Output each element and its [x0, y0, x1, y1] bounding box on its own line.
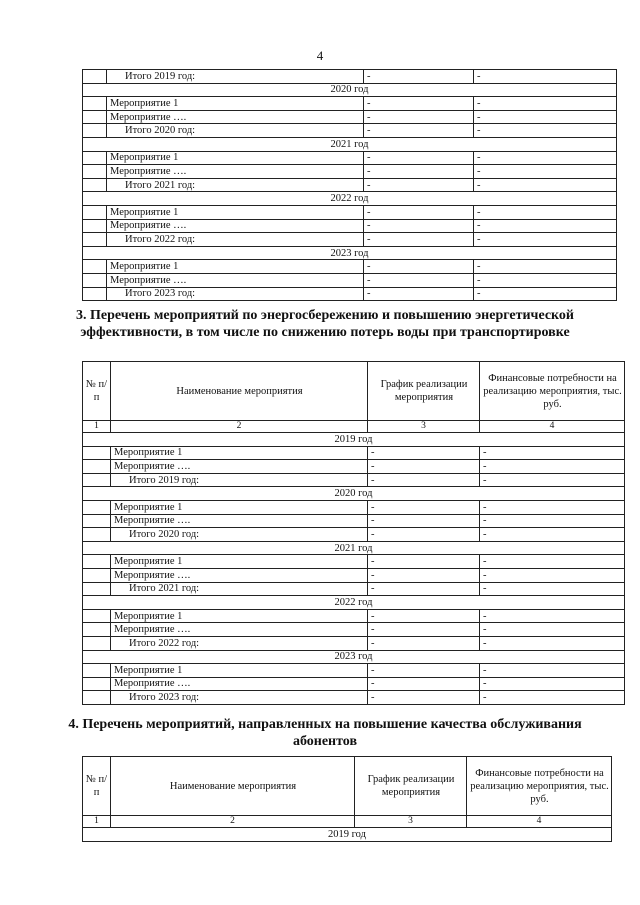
finance-cell: -	[480, 473, 625, 487]
finance-cell: -	[474, 178, 617, 192]
header-num: № п/п	[83, 362, 111, 421]
finance-cell: -	[474, 233, 617, 247]
year-label: 2019 год	[83, 433, 625, 447]
table-row	[83, 165, 617, 179]
schedule-cell: -	[364, 97, 474, 111]
table-row	[83, 500, 625, 514]
schedule-cell: -	[368, 568, 480, 582]
row-number-cell	[83, 165, 107, 179]
measure-name: Мероприятие 1	[111, 446, 368, 460]
schedule-cell: -	[364, 260, 474, 274]
schedule-cell: -	[364, 178, 474, 192]
year-row	[83, 137, 617, 151]
schedule-cell: -	[368, 664, 480, 678]
row-number-cell	[83, 460, 111, 474]
schedule-cell: -	[368, 677, 480, 691]
finance-cell: -	[474, 273, 617, 287]
year-label: 2020 год	[83, 487, 625, 501]
row-number-cell	[83, 97, 107, 111]
schedule-cell: -	[364, 165, 474, 179]
row-number-cell	[83, 528, 111, 542]
schedule-cell: -	[364, 233, 474, 247]
col-number: 2	[111, 421, 368, 433]
row-number-cell	[83, 233, 107, 247]
table-row	[83, 664, 625, 678]
finance-cell: -	[480, 514, 625, 528]
table-row	[83, 677, 625, 691]
measure-name: Мероприятие 1	[111, 555, 368, 569]
row-number-cell	[83, 205, 107, 219]
section-3-table	[82, 361, 625, 705]
schedule-cell: -	[368, 582, 480, 596]
row-number-cell	[83, 473, 111, 487]
year-label: 2020 год	[83, 83, 617, 97]
measure-name: Мероприятие 1	[107, 260, 364, 274]
row-number-cell	[83, 623, 111, 637]
schedule-cell: -	[368, 514, 480, 528]
table-row	[83, 609, 625, 623]
year-label: 2022 год	[83, 596, 625, 610]
total-row	[83, 582, 625, 596]
row-number-cell	[83, 273, 107, 287]
total-row	[83, 691, 625, 705]
year-row	[83, 433, 625, 447]
schedule-cell: -	[364, 219, 474, 233]
col-number: 4	[480, 421, 625, 433]
table-row	[83, 273, 617, 287]
schedule-cell: -	[364, 124, 474, 138]
measure-name: Мероприятие 1	[107, 205, 364, 219]
finance-cell: -	[480, 609, 625, 623]
total-label: Итого 2021 год:	[107, 178, 364, 192]
row-number-cell	[83, 555, 111, 569]
finance-cell: -	[474, 219, 617, 233]
finance-cell: -	[474, 124, 617, 138]
total-row	[83, 636, 625, 650]
schedule-cell: -	[364, 287, 474, 301]
finance-cell: -	[480, 555, 625, 569]
measure-name: Мероприятие ….	[111, 514, 368, 528]
total-row	[83, 233, 617, 247]
year-label: 2023 год	[83, 650, 625, 664]
year-row	[83, 83, 617, 97]
header-finance: Финансовые потребности на реализацию мероприятия, тыс. руб.	[480, 362, 625, 421]
table-row	[83, 514, 625, 528]
row-number-cell	[83, 110, 107, 124]
total-row	[83, 178, 617, 192]
finance-cell: -	[480, 691, 625, 705]
total-label: Итого 2020 год:	[107, 124, 364, 138]
measure-name: Мероприятие ….	[111, 460, 368, 474]
header-schedule: График реализации мероприятия	[355, 757, 467, 816]
col-number: 4	[467, 816, 612, 828]
measure-name: Мероприятие ….	[111, 568, 368, 582]
finance-cell: -	[474, 97, 617, 111]
schedule-cell: -	[364, 110, 474, 124]
total-label: Итого 2023 год:	[111, 691, 368, 705]
row-number-cell	[83, 514, 111, 528]
finance-cell: -	[480, 636, 625, 650]
row-number-cell	[83, 151, 107, 165]
finance-cell: -	[474, 205, 617, 219]
finance-cell: -	[474, 165, 617, 179]
finance-cell: -	[474, 110, 617, 124]
row-number-cell	[83, 446, 111, 460]
measure-name: Мероприятие ….	[111, 623, 368, 637]
schedule-cell: -	[368, 446, 480, 460]
row-number-cell	[83, 582, 111, 596]
table-row	[83, 97, 617, 111]
year-row	[83, 650, 625, 664]
total-row	[83, 287, 617, 301]
total-label: Итого 2023 год:	[107, 287, 364, 301]
energy-measures-table-continued	[82, 69, 617, 301]
finance-cell: -	[480, 677, 625, 691]
table-row	[83, 219, 617, 233]
row-number-cell	[83, 636, 111, 650]
schedule-cell: -	[364, 151, 474, 165]
year-label: 2022 год	[83, 192, 617, 206]
schedule-cell: -	[368, 691, 480, 705]
year-row	[83, 541, 625, 555]
year-label: 2019 год	[83, 828, 612, 842]
total-label: Итого 2019 год:	[111, 473, 368, 487]
table-row	[83, 568, 625, 582]
schedule-cell: -	[364, 273, 474, 287]
row-number-cell	[83, 664, 111, 678]
table-header-row	[83, 757, 612, 816]
row-number-cell	[83, 677, 111, 691]
column-number-row	[83, 421, 625, 433]
schedule-cell: -	[368, 500, 480, 514]
header-num: № п/п	[83, 757, 111, 816]
table-row	[83, 205, 617, 219]
year-row	[83, 192, 617, 206]
col-number: 1	[83, 816, 111, 828]
year-row	[83, 246, 617, 260]
measure-name: Мероприятие ….	[111, 677, 368, 691]
row-number-cell	[83, 287, 107, 301]
finance-cell: -	[480, 500, 625, 514]
table-row	[83, 151, 617, 165]
year-label: 2021 год	[83, 541, 625, 555]
header-name: Наименование мероприятия	[111, 757, 355, 816]
schedule-cell: -	[364, 205, 474, 219]
total-row	[83, 124, 617, 138]
finance-cell: -	[474, 151, 617, 165]
total-label: Итого 2021 год:	[111, 582, 368, 596]
schedule-cell: -	[368, 623, 480, 637]
total-label: Итого 2019 год:	[107, 70, 364, 84]
finance-cell: -	[480, 568, 625, 582]
measure-name: Мероприятие ….	[107, 110, 364, 124]
total-row	[83, 528, 625, 542]
schedule-cell: -	[368, 555, 480, 569]
measure-name: Мероприятие 1	[107, 151, 364, 165]
total-label: Итого 2022 год:	[111, 636, 368, 650]
measure-name: Мероприятие 1	[107, 97, 364, 111]
finance-cell: -	[480, 460, 625, 474]
finance-cell: -	[480, 528, 625, 542]
measure-name: Мероприятие 1	[111, 664, 368, 678]
finance-cell: -	[480, 582, 625, 596]
schedule-cell: -	[368, 460, 480, 474]
header-finance: Финансовые потребности на реализацию мероприятия, тыс. руб.	[467, 757, 612, 816]
schedule-cell: -	[368, 636, 480, 650]
table-row	[83, 555, 625, 569]
table-header-row	[83, 362, 625, 421]
col-number: 3	[355, 816, 467, 828]
row-number-cell	[83, 178, 107, 192]
schedule-cell: -	[368, 528, 480, 542]
schedule-cell: -	[364, 70, 474, 84]
table-row	[83, 110, 617, 124]
finance-cell: -	[474, 287, 617, 301]
col-number: 2	[111, 816, 355, 828]
total-label: Итого 2022 год:	[107, 233, 364, 247]
row-number-cell	[83, 70, 107, 84]
row-number-cell	[83, 124, 107, 138]
row-number-cell	[83, 691, 111, 705]
table-row	[83, 446, 625, 460]
schedule-cell: -	[368, 473, 480, 487]
col-number: 1	[83, 421, 111, 433]
col-number: 3	[368, 421, 480, 433]
finance-cell: -	[480, 623, 625, 637]
row-number-cell	[83, 609, 111, 623]
measure-name: Мероприятие 1	[111, 500, 368, 514]
row-number-cell	[83, 568, 111, 582]
total-row	[83, 473, 625, 487]
section-3-title: 3. Перечень мероприятий по энергосбережению и повышению энергетической эффективности, в том числе по снижению потерь воды при транспортировке	[75, 308, 575, 340]
total-label: Итого 2020 год:	[111, 528, 368, 542]
measure-name: Мероприятие ….	[107, 219, 364, 233]
year-label: 2021 год	[83, 137, 617, 151]
year-row	[83, 828, 612, 842]
measure-name: Мероприятие ….	[107, 273, 364, 287]
schedule-cell: -	[368, 609, 480, 623]
year-row	[83, 596, 625, 610]
row-number-cell	[83, 500, 111, 514]
table-row	[83, 460, 625, 474]
finance-cell: -	[474, 260, 617, 274]
year-row	[83, 487, 625, 501]
finance-cell: -	[474, 70, 617, 84]
page-number: 4	[316, 48, 324, 63]
measure-name: Мероприятие 1	[111, 609, 368, 623]
finance-cell: -	[480, 664, 625, 678]
total-row	[83, 70, 617, 84]
section-4-title: 4. Перечень мероприятий, направленных на повышение качества обслуживания абонентов	[68, 717, 582, 749]
column-number-row	[83, 816, 612, 828]
header-name: Наименование мероприятия	[111, 362, 368, 421]
row-number-cell	[83, 219, 107, 233]
measure-name: Мероприятие ….	[107, 165, 364, 179]
finance-cell: -	[480, 446, 625, 460]
row-number-cell	[83, 260, 107, 274]
section-4-table	[82, 756, 612, 842]
table-row	[83, 260, 617, 274]
year-label: 2023 год	[83, 246, 617, 260]
table-row	[83, 623, 625, 637]
header-schedule: График реализации мероприятия	[368, 362, 480, 421]
